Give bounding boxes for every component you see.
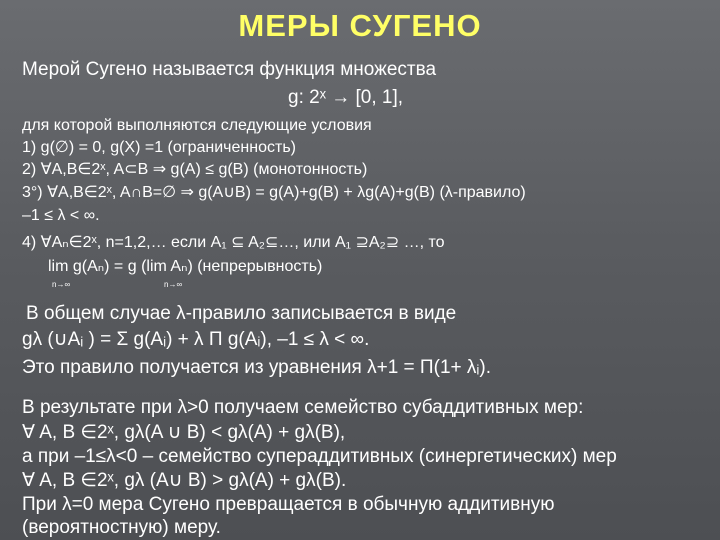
conditions-intro: для которой выполняются следующие условия	[22, 117, 372, 134]
condition-4: 4) ∀Aₙ∈2ˣ, n=1,2,… если A₁ ⊆ A₂⊆…, или A₁ ⊇A₂⊇ …, то	[22, 234, 445, 251]
condition-2: 2) ∀A,B∈2ˣ, A⊂B ⇒ g(A) ≤ g(B) (монотонность)	[22, 161, 368, 178]
lambda-rule-general: gλ (∪Aᵢ ) = Σ g(Aᵢ) + λ Π g(Aᵢ), –1 ≤ λ < ∞.	[22, 329, 370, 350]
definition-line: Мерой Сугено называется функция множества	[22, 59, 437, 80]
mapping-formula: g: 2ˣ → [0, 1],	[288, 87, 404, 108]
condition-1: 1) g(∅) = 0, g(X) =1 (ограниченность)	[22, 139, 296, 156]
continuity-formula: lim g(Aₙ) = g (lim Aₙ) (непрерывность)	[48, 258, 323, 275]
lambda-range: –1 ≤ λ < ∞.	[22, 207, 100, 224]
subadditive-line: В результате при λ>0 получаем семейство субаддитивных мер:	[22, 397, 584, 418]
condition-3: 3°) ∀A,B∈2ˣ, A∩B=∅ ⇒ g(A∪B) = g(A)+g(B) + λg(A)+g(B) (λ-правило)	[22, 184, 526, 201]
limit-subscript-2: n→∞	[164, 280, 183, 289]
equation-line: Это правило получается из уравнения λ+1 = Π(1+ λᵢ).	[22, 357, 491, 378]
superadditive-line: а при –1≤λ<0 – семейство супераддитивных (синергетических) мер	[22, 446, 617, 467]
superadditive-formula: ∀ A, B ∈2ˣ, gλ (A∪ B) > gλ(A) + gλ(B).	[22, 470, 347, 491]
slide-title: МЕРЫ СУГЕНО	[238, 8, 482, 43]
lambda-zero-line: При λ=0 мера Сугено превращается в обычную аддитивную	[22, 494, 555, 515]
general-case-line: В общем случае λ-правило записывается в виде	[26, 303, 457, 324]
subadditive-formula: ∀ A, B ∈2ˣ, gλ(A ∪ B) < gλ(A) + gλ(B),	[22, 422, 346, 443]
probability-measure-line: (вероятностную) меру.	[22, 517, 221, 538]
limit-subscript-1: n→∞	[52, 280, 71, 289]
